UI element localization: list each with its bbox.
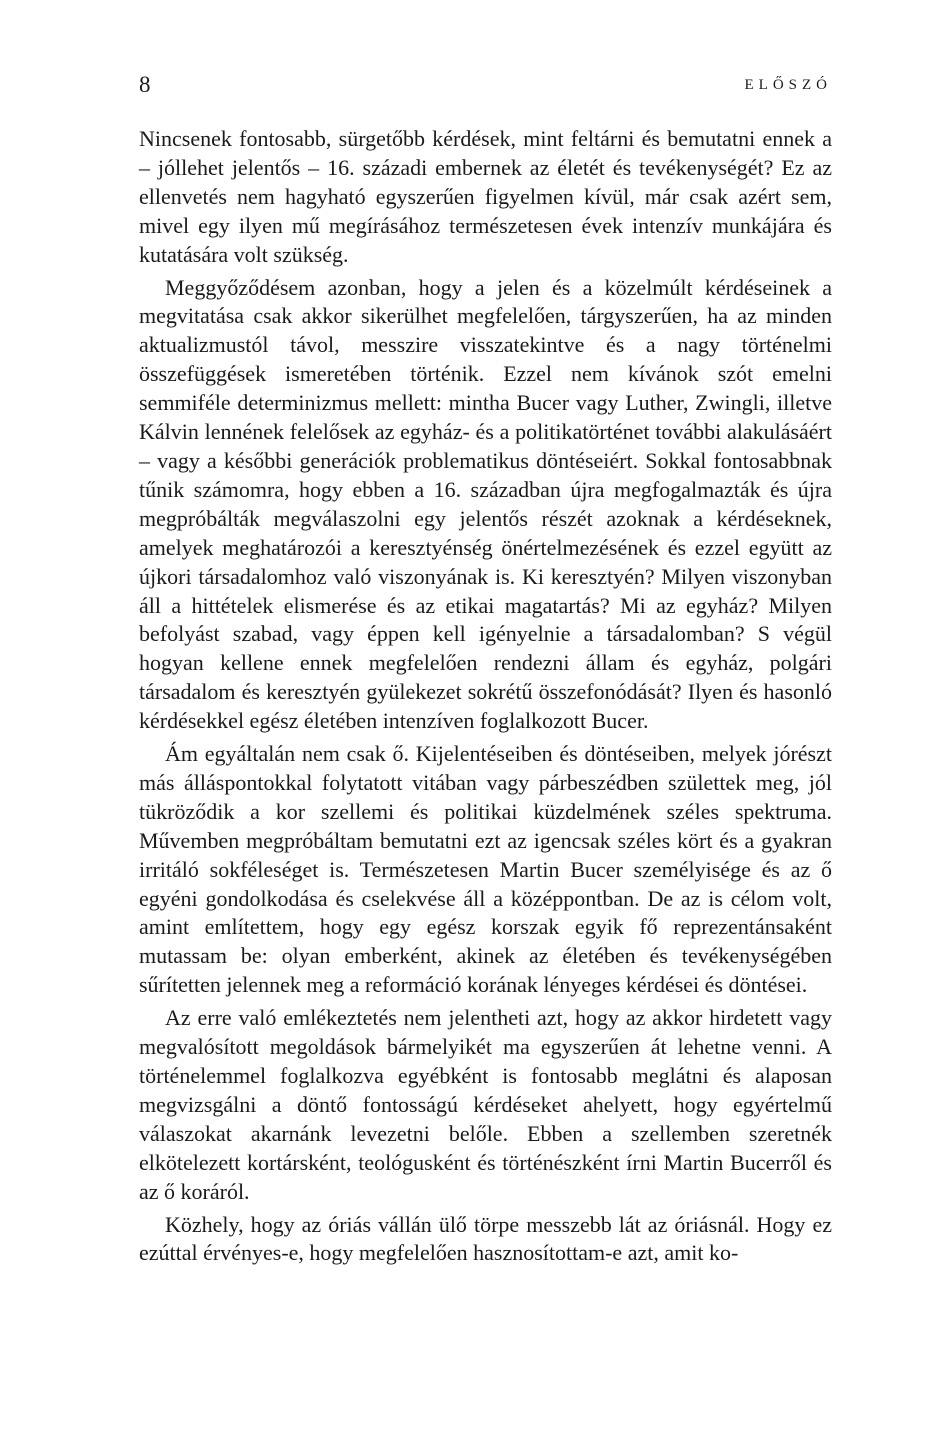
running-head (139, 70, 832, 102)
paragraph: Az erre való emlékeztetés nem jelentheti azt, hogy az akkor hirdetett vagy megvalósított megoldások bármelyikét ma egyszerűen át lehetne venni. A történelemmel foglalkozva egyébként is fontosabb meglátni és alaposan megvizsgálni a döntő fontosságú kérdéseket ahelyett, hogy egyértelmű válaszokat akarnánk levezetni belőle. Ebben a szellemben szeretnék elkötelezett kortársként, teológusként és történészként írni Martin Bucerről és az ő koráról. (139, 1005, 832, 1204)
paragraph: Nincsenek fontosabb, sürgetőbb kérdések, mint feltárni és bemutatni ennek a – jóllehet jelentős – 16. századi embernek az életét és tevékenységét? Ez az ellenvetés nem hagyható egyszerűen figyelmen kívül, már csak azért sem, mivel egy ilyen mű megírásához természetesen évek intenzív munkájára és kutatására volt szükség. (139, 126, 832, 267)
paragraph: Közhely, hogy az óriás vállán ülő törpe messzebb lát az óriásnál. Hogy ez ezúttal érvényes-e, hogy megfelelően hasznosítottam-e azt, amit ko- (139, 1211, 832, 1266)
section-title: ELŐSZÓ (744, 77, 832, 93)
page-number: 8 (139, 72, 151, 97)
body-text (139, 125, 832, 1272)
paragraph: Ám egyáltalán nem csak ő. Kijelentéseiben és döntéseiben, melyek jórészt más álláspontokkal folytatott vitában vagy párbeszédben születtek meg, jól tükröződik a kor szellemi és politikai küzdelmének széles spektruma. Művemben megpróbáltam bemutatni ezt az igencsak széles kört és a gyakran irritáló sokféleséget is. Természetesen Martin Bucer személyisége és az ő egyéni gondolkodása és cselekvése áll a középpontban. De az is célom volt, amint említettem, hogy egy egész korszak egyik fő reprezentánsaként mutassam be: olyan emberként, akinek az életében és tevékenységében sűrítetten jelennek meg a reformáció korának lényeges kérdései és döntései. (139, 741, 832, 998)
paragraph: Meggyőződésem azonban, hogy a jelen és a közelmúlt kérdéseinek a megvitatása csak akkor sikerülhet megfelelően, tárgyszerűen, ha az minden aktualizmustól távol, messzire visszatekintve és a nagy történelmi összefüggések ismeretében történik. Ezzel nem kívánok szót emelni semmiféle determinizmus mellett: mintha Bucer vagy Luther, Zwingli, illetve Kálvin lennének felelősek az egyház- és a politikatörténet további alakulásáért – vagy a későbbi generációk problematikus döntéseiért. Sokkal fontosabbnak tűnik számomra, hogy ebben a 16. században újra megfogalmazták és újra megpróbálták megválaszolni egy jelentős részét azoknak a kérdéseknek, amelyek meghatározói a keresztyénség önértelmezésének és ezzel együtt az újkori társadalomhoz való viszonyának is. Ki keresztyén? Milyen viszonyban áll a hittételek elismerése és az etikai magatartás? Mi az egyház? Milyen befolyást szabad, vagy éppen kell igényelnie a társadalomban? S végül hogyan kellene ennek megfelelően rendezni állam és egyház, polgári társadalom és keresztyén gyülekezet sokrétű összefonódását? Ilyen és hasonló kérdésekkel egész életében intenzíven foglalkozott Bucer. (139, 274, 832, 734)
